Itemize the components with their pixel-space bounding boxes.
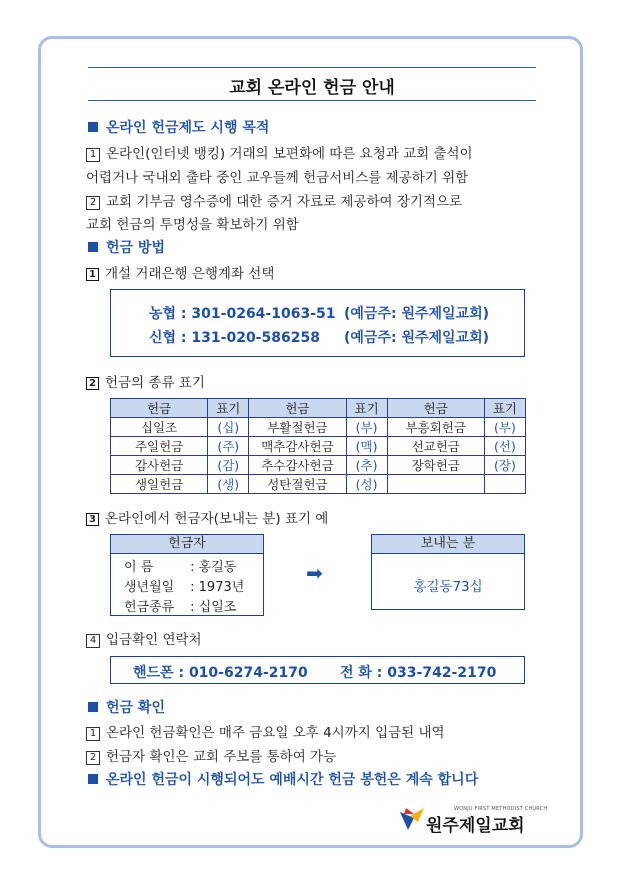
sender-example-box <box>371 534 525 610</box>
table-header: 헌금 <box>111 399 208 418</box>
number-box-icon: 4 <box>86 634 100 648</box>
table-cell: 감사헌금 <box>111 456 208 475</box>
table-cell: 부활절헌금 <box>249 418 346 437</box>
purpose-item-1-line-2: 어렵거나 국내외 출타 중인 교우들께 헌금서비스를 제공하기 위함 <box>86 170 469 186</box>
table-cell: 십일조 <box>111 418 208 437</box>
table-row <box>111 456 526 475</box>
method-step-4: 4 입금확인 연락처 <box>86 628 202 648</box>
table-cell <box>484 475 525 494</box>
table-cell: 장학헌금 <box>387 456 484 475</box>
sender-box-header: 보내는 분 <box>372 535 524 554</box>
table-row <box>111 475 526 494</box>
account-nonghyup: 농협 : 301-0264-1063-51 <box>149 306 336 322</box>
offering-continue-note: 온라인 헌금이 시행되어도 예배시간 헌금 봉헌은 계속 합니다 <box>88 769 478 789</box>
table-cell: (십) <box>208 418 249 437</box>
table-header: 표기 <box>346 399 387 418</box>
giver-birth-line: 생년월일 : 1973년 <box>124 580 245 595</box>
contact-mobile: 핸드폰 : 010-6274-2170 <box>133 665 308 681</box>
table-cell: (부) <box>484 418 525 437</box>
table-cell: (맥) <box>346 437 387 456</box>
giver-type-line: 헌금종류 : 십일조 <box>124 600 237 615</box>
number-box-icon: 3 <box>86 513 99 526</box>
number-box-icon: 2 <box>86 196 100 210</box>
method-step-2: 2 헌금의 종류 표기 <box>86 371 205 391</box>
table-cell: 선교헌금 <box>387 437 484 456</box>
table-row <box>111 437 526 456</box>
offering-type-table <box>110 398 526 494</box>
square-bullet-icon <box>88 242 98 252</box>
table-cell: 부흥회헌금 <box>387 418 484 437</box>
table-cell: 생일헌금 <box>111 475 208 494</box>
section-confirm-heading: 헌금 확인 <box>88 697 165 717</box>
contact-phone: 전 화 : 033-742-2170 <box>340 665 497 681</box>
church-name-logo: 원주제일교회 <box>426 816 525 836</box>
church-english-name: WONJU FIRST METHODIST CHURCH <box>454 806 548 812</box>
square-bullet-icon <box>88 702 98 712</box>
confirm-item-1: 1 온라인 헌금확인은 매주 금요일 오후 4시까지 입금된 내역 <box>86 721 445 741</box>
table-cell: (장) <box>484 456 525 475</box>
account-shinhyup: 신협 : 131-020-586258 <box>149 330 320 346</box>
title-rule-bottom <box>88 100 536 101</box>
page-title: 교회 온라인 헌금 안내 <box>229 78 395 98</box>
account-nonghyup-holder: (예금주: 원주제일교회) <box>344 306 489 322</box>
method-step-3: 3 온라인에서 헌금자(보내는 분) 표기 예 <box>86 507 328 527</box>
purpose-item-1-line-1: 1 온라인(인터넷 뱅킹) 거래의 보편화에 따른 요청과 교회 출석이 <box>86 142 473 162</box>
table-header: 헌금 <box>249 399 346 418</box>
table-cell: 추수감사헌금 <box>249 456 346 475</box>
number-box-icon: 2 <box>86 377 99 390</box>
number-box-icon: 1 <box>86 727 100 741</box>
table-cell: 성탄절헌금 <box>249 475 346 494</box>
table-header: 표기 <box>484 399 525 418</box>
number-box-icon: 1 <box>86 148 100 162</box>
number-box-icon: 2 <box>86 751 100 765</box>
church-logo-icon <box>400 808 426 830</box>
table-header: 표기 <box>208 399 249 418</box>
method-step-1: 1 개설 거래은행 은행계좌 선택 <box>86 262 274 282</box>
table-header: 헌금 <box>387 399 484 418</box>
purpose-item-2-line-1: 2 교회 기부금 영수증에 대한 증거 자료로 제공하여 장기적으로 <box>86 190 462 210</box>
table-cell: (선) <box>484 437 525 456</box>
square-bullet-icon <box>88 774 98 784</box>
section-method-heading: 헌금 방법 <box>88 237 165 257</box>
giver-name-line: 이 름 : 홍길동 <box>124 560 237 575</box>
table-cell: (감) <box>208 456 249 475</box>
number-box-icon: 1 <box>86 268 99 281</box>
table-cell: 맥추감사헌금 <box>249 437 346 456</box>
square-bullet-icon <box>88 122 98 132</box>
right-arrow-icon: ➡ <box>306 561 323 585</box>
table-header-row <box>111 399 526 418</box>
purpose-item-2-line-2: 교회 헌금의 투명성을 확보하기 위함 <box>86 217 299 233</box>
table-cell <box>387 475 484 494</box>
table-cell: 주일헌금 <box>111 437 208 456</box>
table-row <box>111 418 526 437</box>
table-cell: (부) <box>346 418 387 437</box>
section-purpose-heading: 온라인 헌금제도 시행 목적 <box>88 117 269 137</box>
table-cell: (성) <box>346 475 387 494</box>
account-shinhyup-holder: (예금주: 원주제일교회) <box>344 330 489 346</box>
title-rule-top <box>88 67 536 68</box>
giver-box-header: 헌금자 <box>111 535 263 554</box>
table-cell: (추) <box>346 456 387 475</box>
sender-example-value: 홍길동73십 <box>413 579 483 595</box>
table-cell: (생) <box>208 475 249 494</box>
table-cell: (주) <box>208 437 249 456</box>
confirm-item-2: 2 헌금자 확인은 교회 주보를 통하여 가능 <box>86 745 336 765</box>
